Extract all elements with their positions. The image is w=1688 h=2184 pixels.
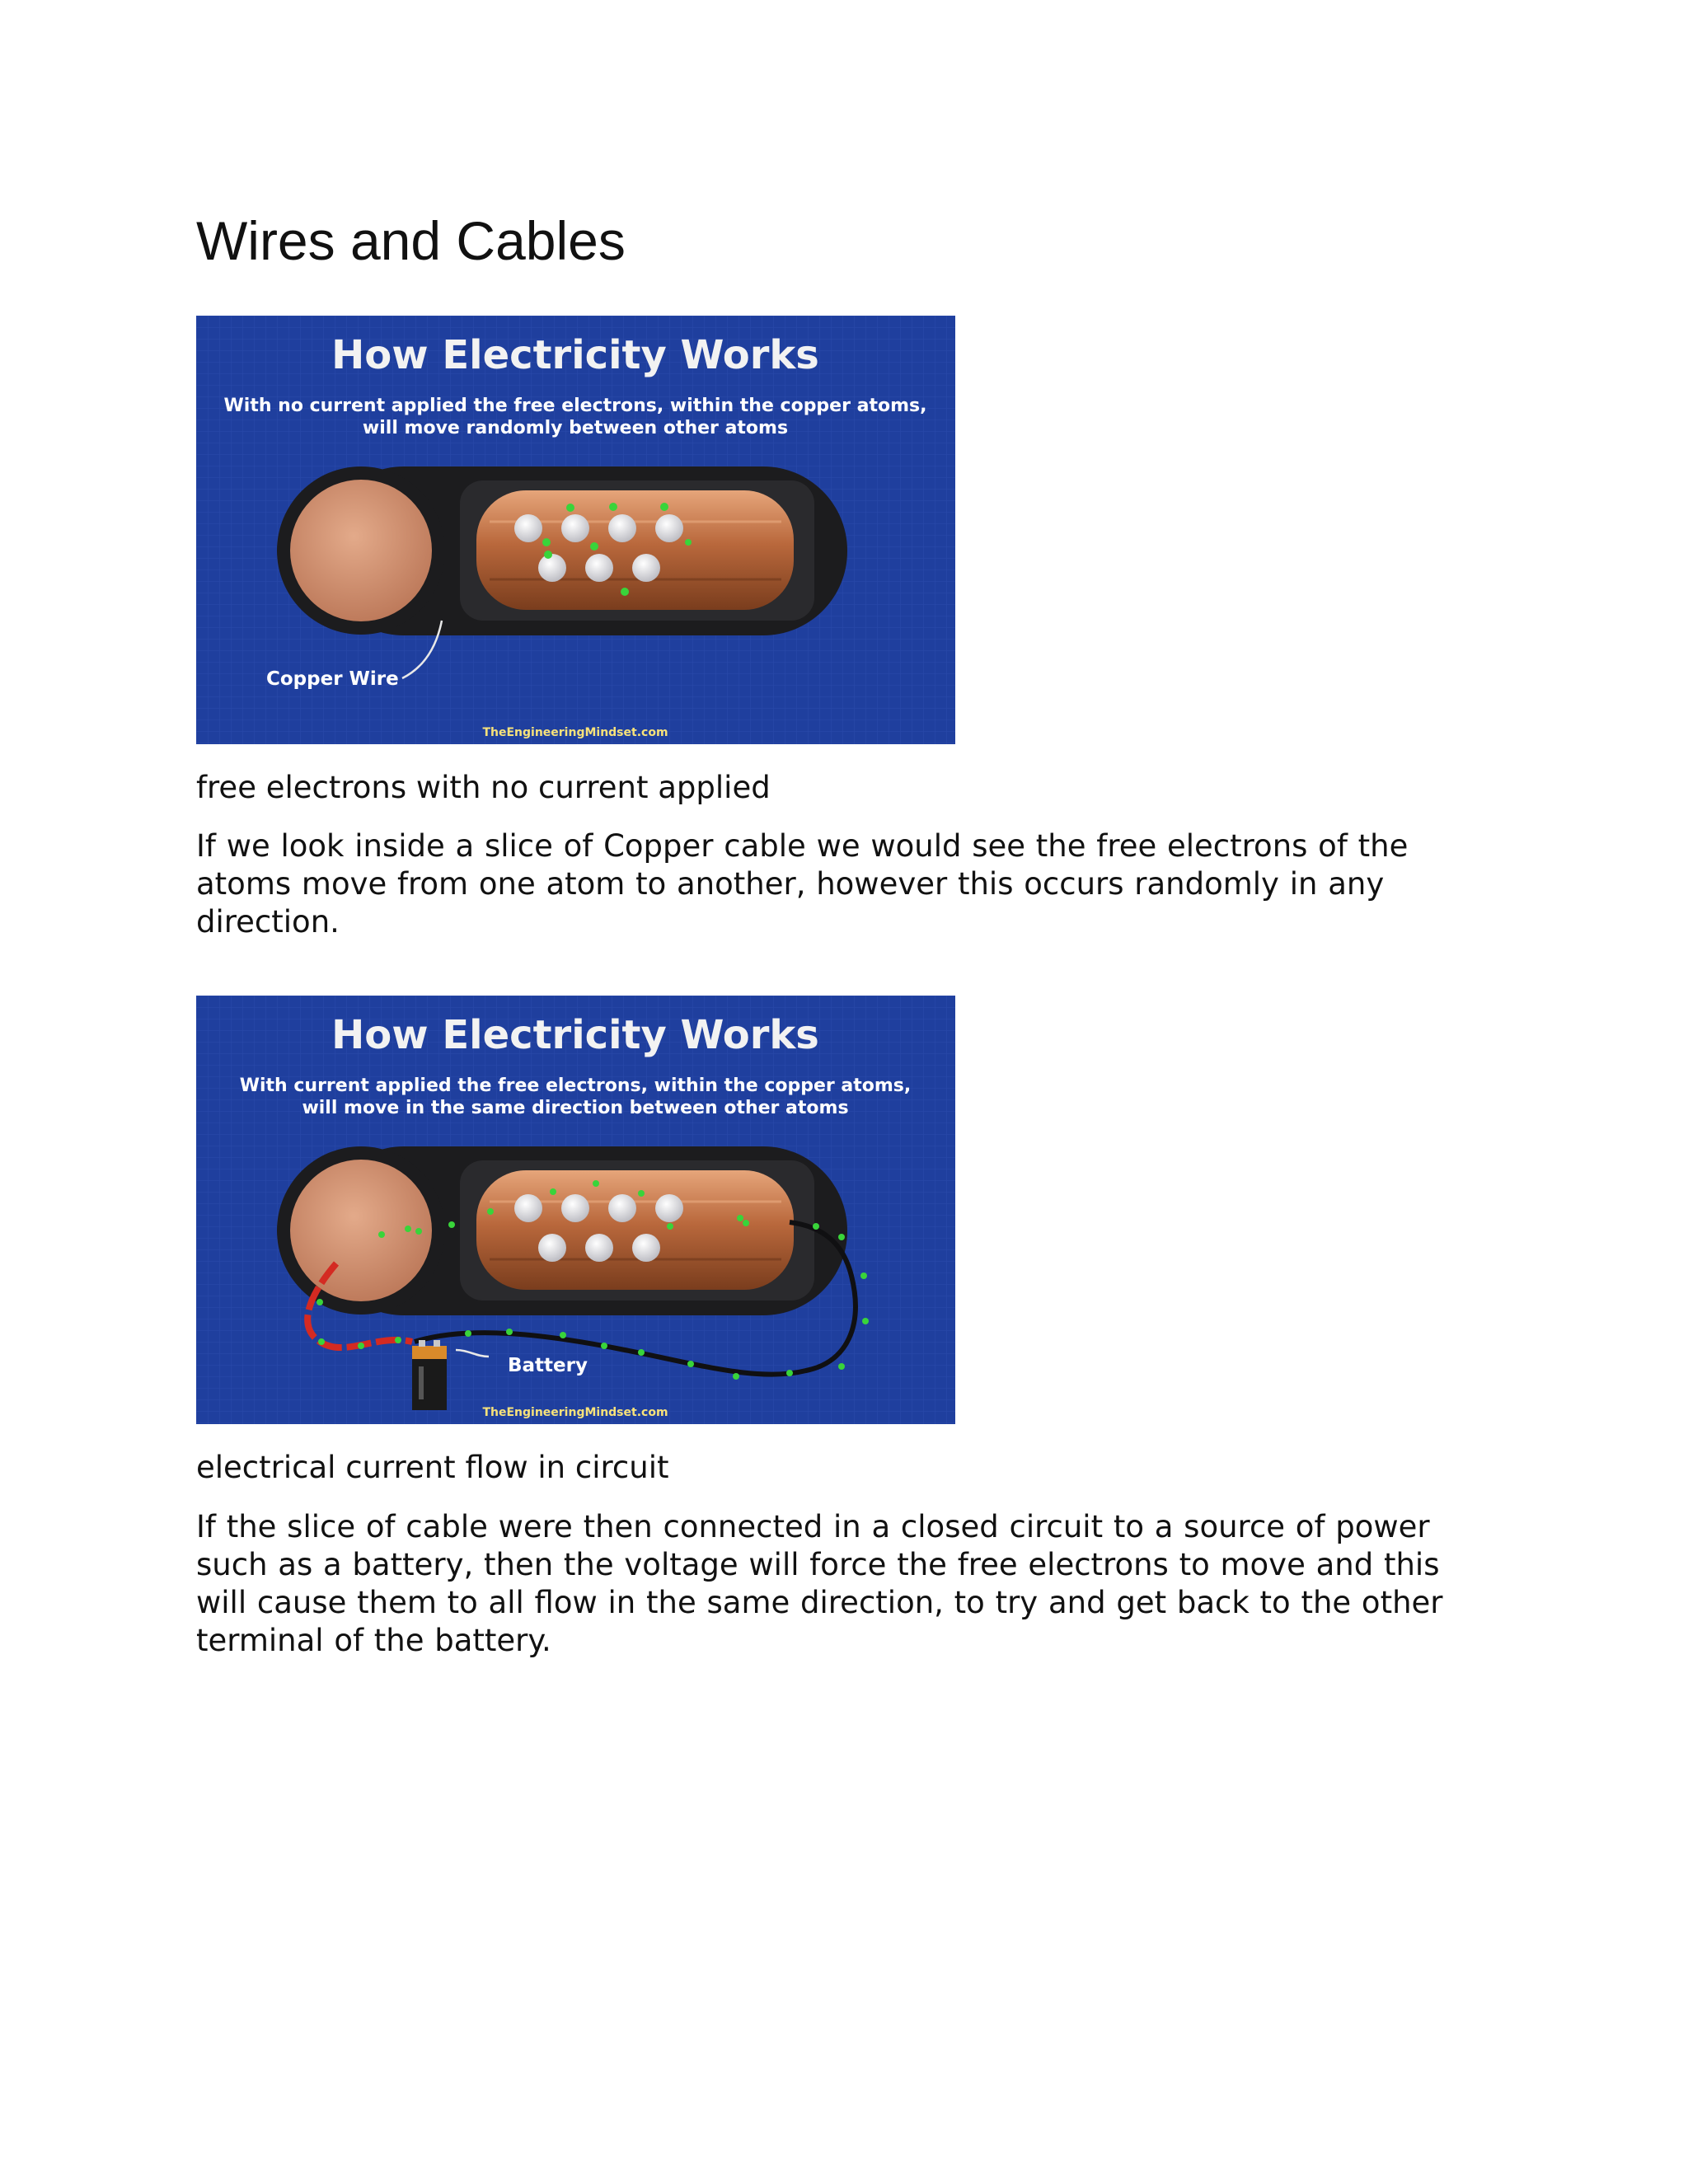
paragraph-2: If the slice of cable were then connected in a closed circuit to a source of power such as a battery, then the voltage will force the free electrons to move and this will cause them to all flow in the same direction, to try and get back to the other terminal of the battery. bbox=[196, 1509, 1443, 1658]
figure-subtitle-line2: will move randomly between other atoms bbox=[362, 418, 789, 438]
copper-wire-face bbox=[290, 480, 432, 621]
figure-subtitle-line1: With current applied the free electrons, within the copper atoms, bbox=[239, 1076, 912, 1096]
figure-current-flow bbox=[196, 996, 955, 1424]
paragraph-1: If we look inside a slice of Copper cable we would see the free electrons of the atoms move from one atom to another, however this occurs randomly in any direction. bbox=[196, 828, 1409, 940]
copper-core bbox=[476, 1170, 794, 1290]
figure-caption-1: free electrons with no current applied bbox=[196, 770, 771, 805]
figure-free-electrons bbox=[196, 316, 955, 744]
figure-title: How Electricity Works bbox=[331, 332, 819, 378]
figure-subtitle-line2: will move in the same direction between other atoms bbox=[302, 1098, 849, 1118]
copper-wire-illustration bbox=[196, 316, 955, 744]
figure-credit: TheEngineeringMindset.com bbox=[482, 1406, 668, 1419]
copper-wire-label: Copper Wire bbox=[266, 668, 399, 690]
figure-caption-2: electrical current flow in circuit bbox=[196, 1450, 669, 1485]
page-title: Wires and Cables bbox=[196, 210, 626, 271]
figure-credit: TheEngineeringMindset.com bbox=[482, 726, 668, 739]
battery-icon bbox=[412, 1340, 447, 1410]
copper-core bbox=[476, 490, 794, 610]
battery-label: Battery bbox=[508, 1355, 588, 1376]
figure-title: How Electricity Works bbox=[331, 1012, 819, 1058]
figure-subtitle-line1: With no current applied the free electrons, within the copper atoms, bbox=[223, 396, 927, 416]
circuit-illustration bbox=[196, 996, 955, 1424]
